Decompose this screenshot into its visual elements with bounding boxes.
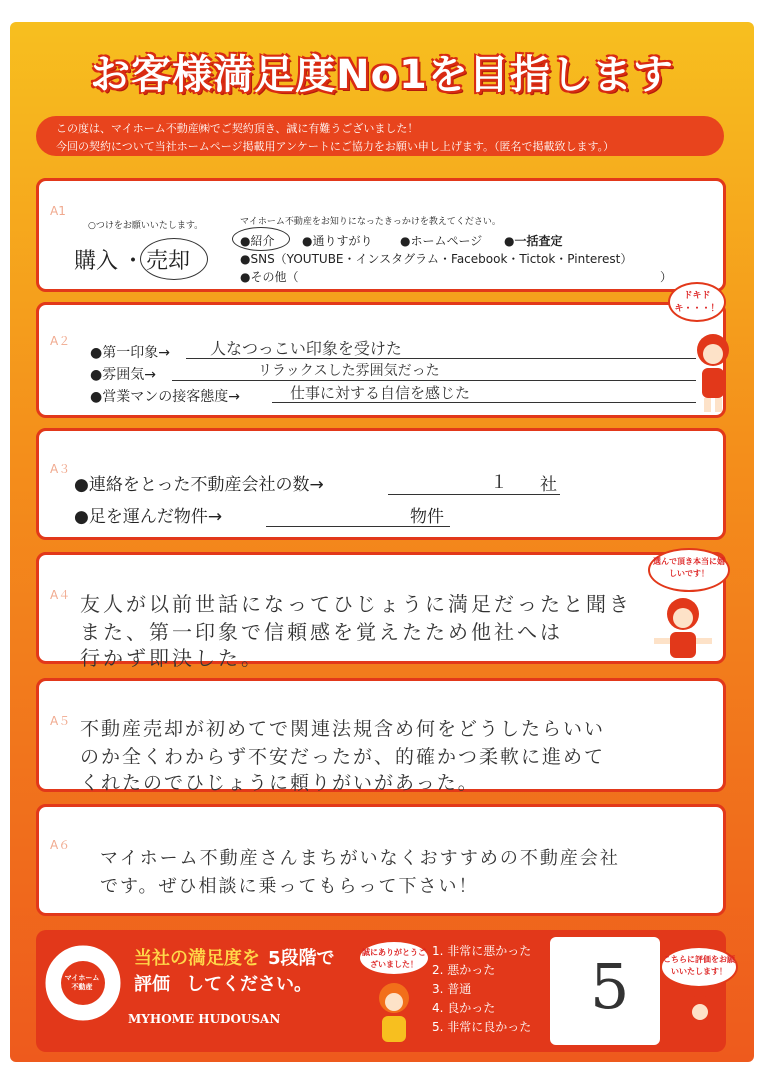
mascot-character-icon [364, 980, 424, 1048]
rating-prompt-1: 当社の満足度を [134, 948, 260, 969]
q6-answer-line-1: マイホーム不動産さんまちがいなくおすすめの不動産会社 [100, 848, 620, 869]
q5-answer-line-1: 不動産売却が初めてで関連法規含め何をどうしたらいい [80, 718, 606, 740]
q1-reason-2: ●通りすがり [302, 234, 373, 248]
q1-option-sell: 売却 [146, 249, 191, 274]
q3-unit-1: 社 [540, 475, 557, 495]
seal-text: マイホーム不動産 [64, 974, 100, 991]
q5-answer-line-3: くれたのでひじょうに頼りがいがあった。 [80, 772, 479, 794]
q1-option-buy: 購入 [74, 249, 119, 274]
mascot-character-icon [690, 330, 736, 416]
q2-label-2: ●雰囲気→ [90, 367, 156, 383]
q3-value-1: １ [490, 472, 508, 493]
company-logo-text: MYHOME HUDOUSAN [128, 1012, 281, 1026]
q5-answer-label: A５ [50, 714, 71, 728]
q2-label-1: ●第一印象→ [90, 345, 170, 361]
score-value: 5 [590, 950, 630, 1023]
scale-item-1: 1. 非常に悪かった [432, 944, 532, 958]
q5-answer-line-2: のか全くわからず不安だったが、的確かつ柔軟に進めて [80, 746, 606, 768]
mascot-character-icon [672, 992, 728, 1048]
q4-answer-label: A４ [50, 588, 71, 602]
sell-circle-mark [140, 238, 208, 280]
q1-circle-note: ○つけをお願いいたします。 [88, 221, 204, 231]
q6-answer-label: A６ [50, 838, 71, 852]
q1-reason-4: ●一括査定 [504, 234, 563, 248]
rating-scale [432, 942, 531, 1037]
mascot-character-icon [648, 594, 718, 664]
q4-speech-bubble: 選んで頂き本当に嬉しいです！ [648, 548, 730, 592]
q2-label-3: ●営業マンの接客態度→ [90, 389, 240, 405]
scale-item-2: 2. 悪かった [432, 963, 496, 977]
rating-prompt-2b: してください。 [186, 974, 312, 995]
q1-reason-3: ●ホームページ [400, 234, 483, 248]
q2-speech-bubble: ドキドキ・・・！ [668, 282, 726, 322]
q1-answer-label: A1 [50, 204, 66, 218]
q1-reason-6: ●その他（ [240, 270, 299, 284]
q3-line-1 [388, 494, 560, 495]
referral-circle-mark [232, 227, 290, 251]
q4-answer-line-3: 行かず即決した。 [80, 646, 264, 670]
q1-reason-5: ●SNS（YOUTUBE・インスタグラム・Facebook・Tictok・Pinterest） [240, 252, 633, 266]
q4-answer-line-2: また、第一印象で信頼感を覚えたため他社へは [80, 620, 563, 644]
q3-answer-label: A３ [50, 462, 71, 476]
q6-answer-line-2: です。ぜひ相談に乗ってもらって下さい！ [100, 876, 479, 897]
intro-line-1: この度は、マイホーム不動産㈱でご契約頂き、誠に有難うございました！ [56, 122, 419, 135]
rating-prompt-2: 評価 [134, 974, 170, 995]
intro-banner [36, 116, 724, 156]
q2-answer-1: 人なつっこい印象を受けた [210, 339, 402, 358]
q3-label-2: ●足を運んだ物件→ [74, 507, 223, 527]
intro-line-2: 今回の契約について当社ホームページ掲載用アンケートにご協力をお願い申し上げます。（匿名で掲載致します。） [56, 140, 615, 153]
q3-label-1: ●連絡をとった不動産会社の数→ [74, 475, 324, 495]
request-bubble: こちらに評価をお願いいたします！ [660, 946, 738, 988]
q1-reason-1: ●紹介 [240, 234, 275, 248]
q3-unit-2: 物件 [410, 507, 444, 527]
q2-answer-label: A２ [50, 334, 71, 348]
q1-reason-6-close: ） [660, 270, 673, 284]
q2-answer-2: リラックスした雰囲気だった [258, 363, 440, 379]
scale-item-3: 3. 普通 [432, 982, 472, 996]
q2-line-2 [172, 380, 696, 381]
q1-option-sep: ・ [122, 249, 145, 274]
scale-item-5: 5. 非常に良かった [432, 1020, 532, 1034]
thanks-bubble: 誠にありがとうございました！ [358, 940, 430, 976]
q1-reason-note: マイホーム不動産をお知りになったきっかけを教えてください。 [240, 217, 501, 227]
rating-prompt-1b: 5段階で [268, 948, 335, 969]
q2-answer-3: 仕事に対する自信を感じた [290, 384, 471, 402]
page-title: お客様満足度No1を目指します [90, 52, 674, 98]
q4-answer-line-1: 友人が以前世話になってひじょうに満足だったと聞き [80, 592, 632, 616]
scale-item-4: 4. 良かった [432, 1001, 496, 1015]
